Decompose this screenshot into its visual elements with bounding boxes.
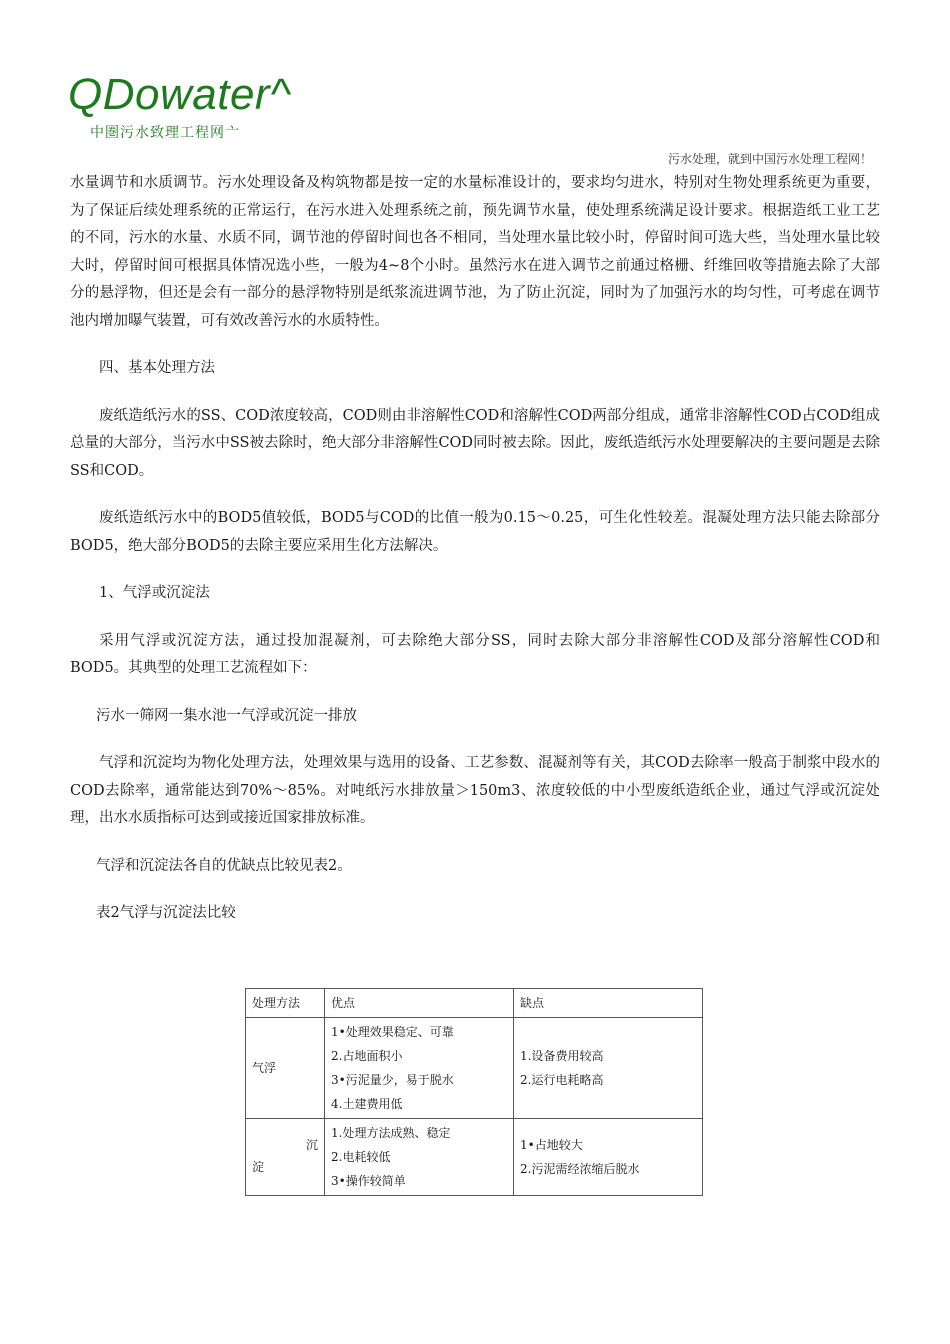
header-slogan: 污水处理，就到中国污水处理工程网！: [667, 152, 872, 166]
table-header-row: [246, 989, 703, 1018]
method-char: 沉: [305, 1138, 318, 1152]
table-header-cell: 处理方法: [246, 989, 325, 1018]
process-flow: 污水一筛网一集水池一气浮或沉淀一排放: [96, 707, 357, 724]
list-item: 4.土建费用低: [331, 1097, 403, 1111]
paragraph-flotation-method: 采用气浮或沉淀方法，通过投加混凝剂，可去除绝大部分SS，同时去除大部分非溶解性COD及部分溶解性COD和BOD5。其典型的处理工艺流程如下：: [70, 632, 880, 676]
table-cell-method: 气浮: [246, 1018, 325, 1119]
list-item: 2.占地面积小: [331, 1049, 403, 1063]
paragraph-water-regulation: 水量调节和水质调节。污水处理设备及构筑物都是按一定的水量标准设计的，要求均匀进水，特别对生物处理系统更为重要，为了保证后续处理系统的正常运行，在污水进入处理系统之前，预先调节水量，使处理系统满足设计要求。根据造纸工业工艺的不同，污水的水量、水质不同，调节池的停留时间也各不相同，当处理水量比较小时，停留时间可选大些，当处理水量比较大时，停留时间可根据具体情况选小些，一般为4~8个小时。虽然污水在进入调节之前通过格栅、纤维回收等措施去除了大部分的悬浮物，但还是会有一部分的悬浮物特别是纸浆流进调节池，为了防止沉淀，同时为了加强污水的均匀性，可考虑在调节池内增加曝气装置，可有效改善污水的水质特性。: [70, 175, 880, 329]
list-item: 2.运行电耗略高: [520, 1073, 604, 1087]
list-item: 2.污泥需经浓缩后脱水: [520, 1162, 640, 1176]
article-body: [70, 170, 880, 948]
list-item: 1.设备费用较高: [520, 1049, 604, 1063]
table-cell-method: [246, 1119, 325, 1196]
site-logo-subtitle: 中圏污水致理工程网亠: [90, 125, 240, 141]
subheading-flotation-sedimentation: 1、气浮或沉淀法: [99, 585, 210, 601]
table-header-cell: 缺点: [514, 989, 703, 1018]
table-cell-pros: [325, 1119, 514, 1196]
section-heading-basic-methods: 四、基本处理方法: [99, 360, 215, 376]
table-cell-pros: [325, 1018, 514, 1119]
list-item: 1•处理效果稳定、可靠: [331, 1025, 454, 1039]
table-row: [246, 1119, 703, 1196]
site-logo: QDowater^: [68, 70, 292, 119]
method-char: 淀: [252, 1160, 265, 1174]
list-item: 3•污泥量少，易于脱水: [331, 1073, 454, 1087]
table-header-cell: 优点: [325, 989, 514, 1018]
comparison-table: [245, 988, 703, 1196]
table-cell-cons: [514, 1119, 703, 1196]
paragraph-table-reference: 气浮和沉淀法各自的优缺点比较见表2。: [96, 857, 352, 874]
table-cell-cons: [514, 1018, 703, 1119]
paragraph-ss-cod: 废纸造纸污水的SS、COD浓度较高，COD则由非溶解性COD和溶解性COD两部分组成，通常非溶解性COD占COD组成总量的大部分，当污水中SS被去除时，绝大部分非溶解性COD同时被去除。因此，废纸造纸污水处理要解决的主要问题是去除SS和COD。: [70, 407, 880, 479]
table-row: [246, 1018, 703, 1119]
list-item: 1.处理方法成熟、稳定: [331, 1126, 451, 1140]
paragraph-bod5: 废纸造纸污水中的BOD5值较低，BOD5与COD的比值一般为0.15〜0.25，可生化性较差。混凝处理方法只能去除部分BOD5，绝大部分BOD5的去除主要应采用生化方法解决。: [70, 510, 880, 554]
list-item: 2.电耗较低: [331, 1150, 391, 1164]
table-caption: 表2气浮与沉淀法比较: [96, 905, 236, 921]
list-item: 1•占地较大: [520, 1138, 583, 1152]
list-item: 3•操作较简单: [331, 1174, 406, 1188]
paragraph-removal-rate: 气浮和沉淀均为物化处理方法，处理效果与选用的设备、工艺参数、混凝剂等有关，其COD去除率一般高于制浆中段水的COD去除率，通常能达到70%〜85%。对吨纸污水排放量＞150m3、浓度较低的中小型废纸造纸企业，通过气浮或沉淀处理，出水水质指标可达到或接近国家排放标准。: [70, 755, 880, 826]
